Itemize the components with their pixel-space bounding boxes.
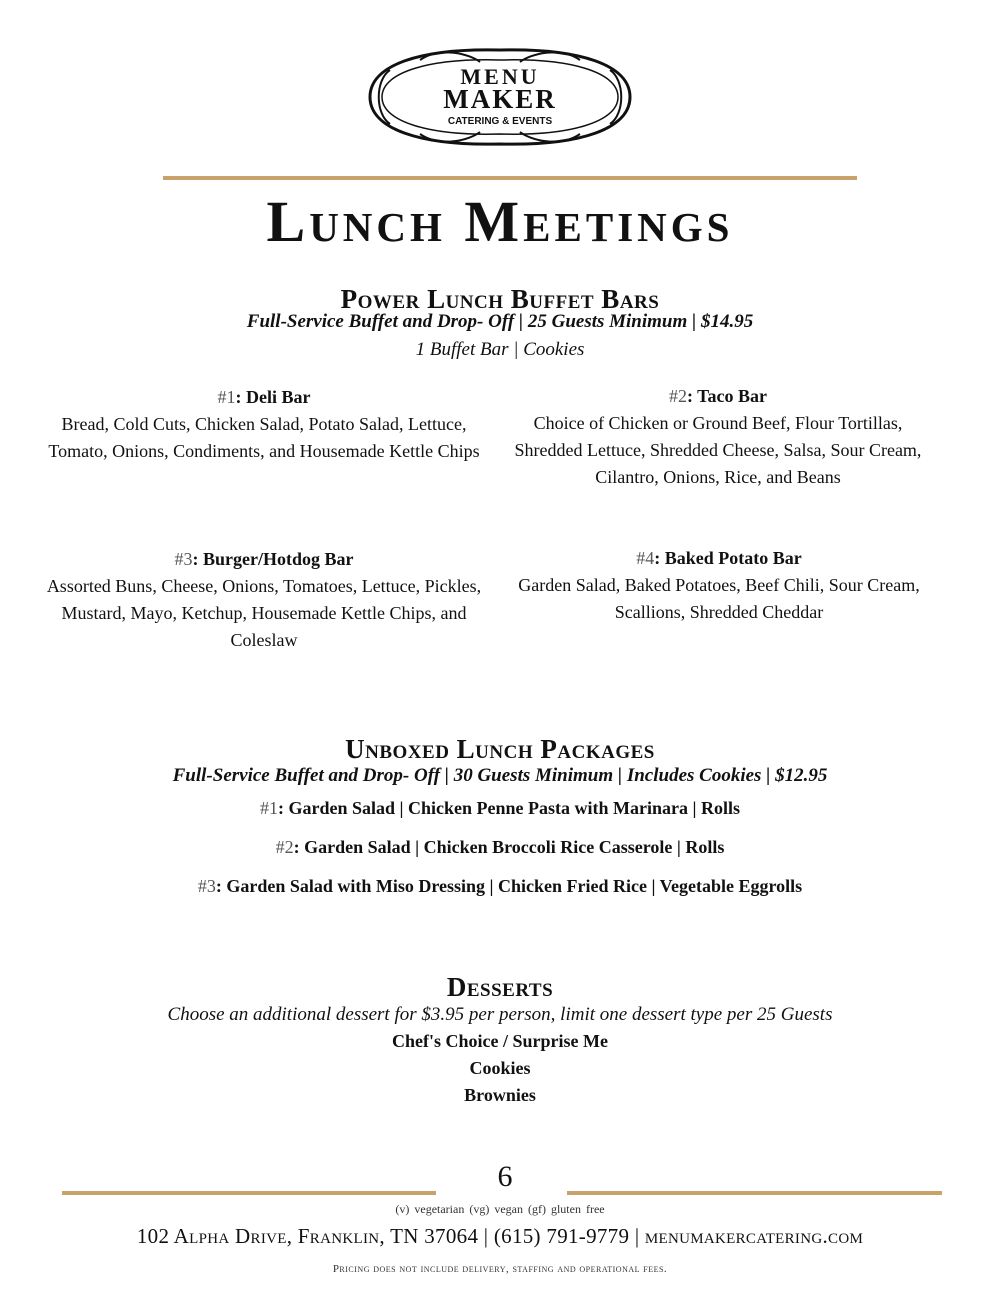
- footer-divider-right: [567, 1191, 942, 1195]
- power-lunch-note: 1 Buffet Bar | Cookies: [415, 339, 585, 360]
- page-title: Lunch Meetings: [266, 189, 734, 254]
- bar-description: Choice of Chicken or Ground Beef, Flour Tortillas, Shredded Lettuce, Shredded Cheese, Salsa, Sour Cream, Cilantro, Onions, Rice, and Beans: [514, 413, 922, 487]
- package-number: #2: [275, 837, 294, 857]
- package-2: [0, 837, 1000, 858]
- power-lunch-subtitle: Full-Service Buffet and Drop- Off | 25 Guests Minimum | $14.95: [246, 311, 754, 332]
- desserts-title: Desserts: [446, 972, 554, 1002]
- bar-heading: [500, 383, 936, 410]
- buffet-bar-4: [490, 545, 948, 626]
- package-text: : Garden Salad with Miso Dressing | Chicken Fried Rice | Vegetable Eggrolls: [215, 876, 803, 896]
- bar-heading: [42, 546, 486, 573]
- bar-number: #4: [636, 548, 655, 568]
- package-number: #3: [197, 876, 216, 896]
- bar-description: Garden Salad, Baked Potatoes, Beef Chili, Sour Cream, Scallions, Shredded Cheddar: [518, 575, 920, 622]
- logo-line2: MAKER: [443, 84, 557, 114]
- menu-maker-logo: [360, 40, 640, 155]
- package-3: [0, 876, 1000, 897]
- bar-name: : Baked Potato Bar: [654, 548, 802, 568]
- bar-number: #2: [668, 386, 687, 406]
- dessert-item: Cookies: [469, 1058, 531, 1078]
- pricing-disclaimer: Pricing does not include delivery, staffing and operational fees.: [332, 1263, 668, 1275]
- footer-address: 102 Alpha Drive, Franklin, TN 37064 | (615) 791-9779 | menumakercatering.com: [136, 1224, 864, 1248]
- package-number: #1: [260, 798, 279, 818]
- bar-name: : Burger/Hotdog Bar: [192, 549, 354, 569]
- unboxed-title: Unboxed Lunch Packages: [345, 734, 655, 764]
- bar-description: Assorted Buns, Cheese, Onions, Tomatoes, Lettuce, Pickles, Mustard, Mayo, Ketchup, Housemade Kettle Chips, and Coleslaw: [46, 576, 482, 650]
- dessert-item: Chef's Choice / Surprise Me: [392, 1031, 608, 1051]
- logo-line3: CATERING & EVENTS: [447, 116, 553, 127]
- bar-name: : Taco Bar: [686, 386, 767, 406]
- bar-heading: [490, 545, 948, 572]
- buffet-bar-3: [42, 546, 486, 654]
- dessert-item: Brownies: [464, 1085, 536, 1105]
- logo-line1: MENU: [460, 64, 540, 89]
- diet-legend: (v) vegetarian (vg) vegan (gf) gluten free: [395, 1202, 605, 1216]
- buffet-bar-1: [38, 384, 490, 465]
- bar-number: #1: [217, 387, 236, 407]
- buffet-bar-2: [500, 383, 936, 491]
- bar-number: #3: [174, 549, 193, 569]
- page-number: 6: [497, 1160, 513, 1193]
- package-1: [0, 798, 1000, 819]
- power-lunch-title: Power Lunch Buffet Bars: [340, 284, 660, 314]
- package-text: : Garden Salad | Chicken Broccoli Rice Casserole | Rolls: [293, 837, 725, 857]
- footer-divider-left: [62, 1191, 436, 1195]
- desserts-subtitle: Choose an additional dessert for $3.95 per person, limit one dessert type per 25 Guests: [167, 1004, 833, 1025]
- bar-heading: [38, 384, 490, 411]
- bar-description: Bread, Cold Cuts, Chicken Salad, Potato Salad, Lettuce, Tomato, Onions, Condiments, and Housemade Kettle Chips: [48, 414, 480, 461]
- package-text: : Garden Salad | Chicken Penne Pasta with Marinara | Rolls: [278, 798, 740, 818]
- unboxed-subtitle: Full-Service Buffet and Drop- Off | 30 Guests Minimum | Includes Cookies | $12.95: [172, 765, 828, 786]
- top-divider: [163, 176, 857, 180]
- bar-name: : Deli Bar: [235, 387, 311, 407]
